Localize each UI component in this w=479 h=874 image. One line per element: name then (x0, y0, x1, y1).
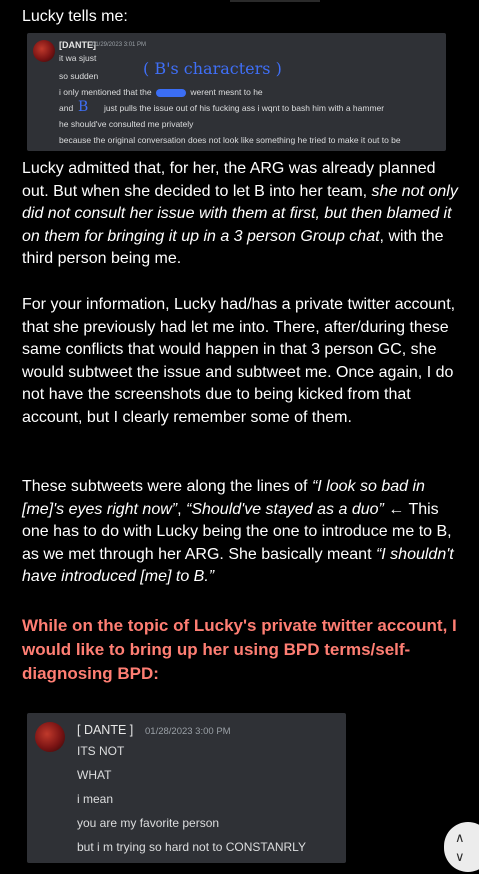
quote-1: “I look so bad in [me]'s eyes right now” (22, 478, 425, 518)
message-line: WHAT (77, 768, 112, 782)
avatar (35, 722, 65, 752)
chevron-down-icon[interactable]: ∨ (455, 849, 465, 864)
paragraph-text: , with the third person being me. (22, 227, 444, 267)
paragraph-2: For your information, Lucky had/has a private twitter account, that she previously had let me into. There, after/during these same conflicts that would happen in that 3 person GC, she would subtweet the issue and subtweet me. Once again, I do not have the screenshots due to being kicked from that account, but I clearly remember some of them. (22, 296, 456, 426)
paragraph-emphasis: she not only did not consult her issue with them at first, but then blamed it on them for bringing it up in a 3 person Group chat (22, 182, 458, 245)
message-line (59, 103, 384, 113)
avatar (33, 40, 55, 62)
handwritten-annotation: ( B's characters ) (143, 59, 282, 78)
paragraph-text: ← This one has to do with Lucky being the one to introduce me to B, as we met through her ARG. She basically meant (22, 500, 452, 563)
message-line: he should've consulted me privately (59, 119, 194, 129)
message-line: i mean (77, 792, 114, 806)
scroll-control[interactable] (444, 822, 479, 872)
timestamp: 01/28/2023 3:00 PM (145, 726, 231, 737)
chevron-up-icon[interactable]: ∧ (455, 830, 465, 845)
username: [ DANTE ] (77, 723, 134, 737)
top-divider (230, 0, 320, 2)
username: [DANTE] (59, 40, 96, 50)
handwritten-b: B (78, 99, 89, 115)
message-line (59, 87, 263, 97)
discord-screenshot-2 (27, 713, 346, 863)
paragraph-text: , (177, 500, 186, 518)
intro-text: Lucky tells me: (22, 8, 128, 25)
message-line: you are my favorite person (77, 816, 220, 830)
quote-2: “Should've stayed as a duo” (186, 500, 384, 518)
paragraph-text: Lucky admitted that, for her, the ARG was already planned out. But when she decided to let B into her team, (22, 160, 436, 200)
timestamp: 01/29/2023 3:01 PM (92, 42, 147, 48)
message-line: it wa sjust (59, 53, 97, 63)
message-line: because the original conversation does not look like something he tried to make it out to be (59, 135, 401, 145)
message-text: werent mesnt to he (190, 87, 263, 97)
message-text: just pulls the issue out of his fucking ass i wqnt to bash him with a hammer (103, 103, 385, 113)
paragraph-3 (22, 476, 462, 589)
quote-3: “I shouldn't have introduced [me] to B.” (22, 545, 454, 585)
paragraph-1 (22, 158, 462, 271)
message-line: ITS NOT (77, 744, 125, 758)
message-text: and (59, 103, 74, 113)
redaction-mark (156, 89, 186, 97)
section-heading: While on the topic of Lucky's private twitter account, I would like to bring up her using BPD terms/self-diagnosing BPD: (22, 616, 457, 683)
message-line: so sudden (59, 71, 99, 81)
message-text: i only mentioned that the (59, 87, 152, 97)
paragraph-text: These subtweets were along the lines of (22, 478, 312, 495)
message-line: but i m trying so hard not to CONSTANRLY (77, 840, 306, 854)
discord-screenshot-1 (27, 33, 446, 151)
